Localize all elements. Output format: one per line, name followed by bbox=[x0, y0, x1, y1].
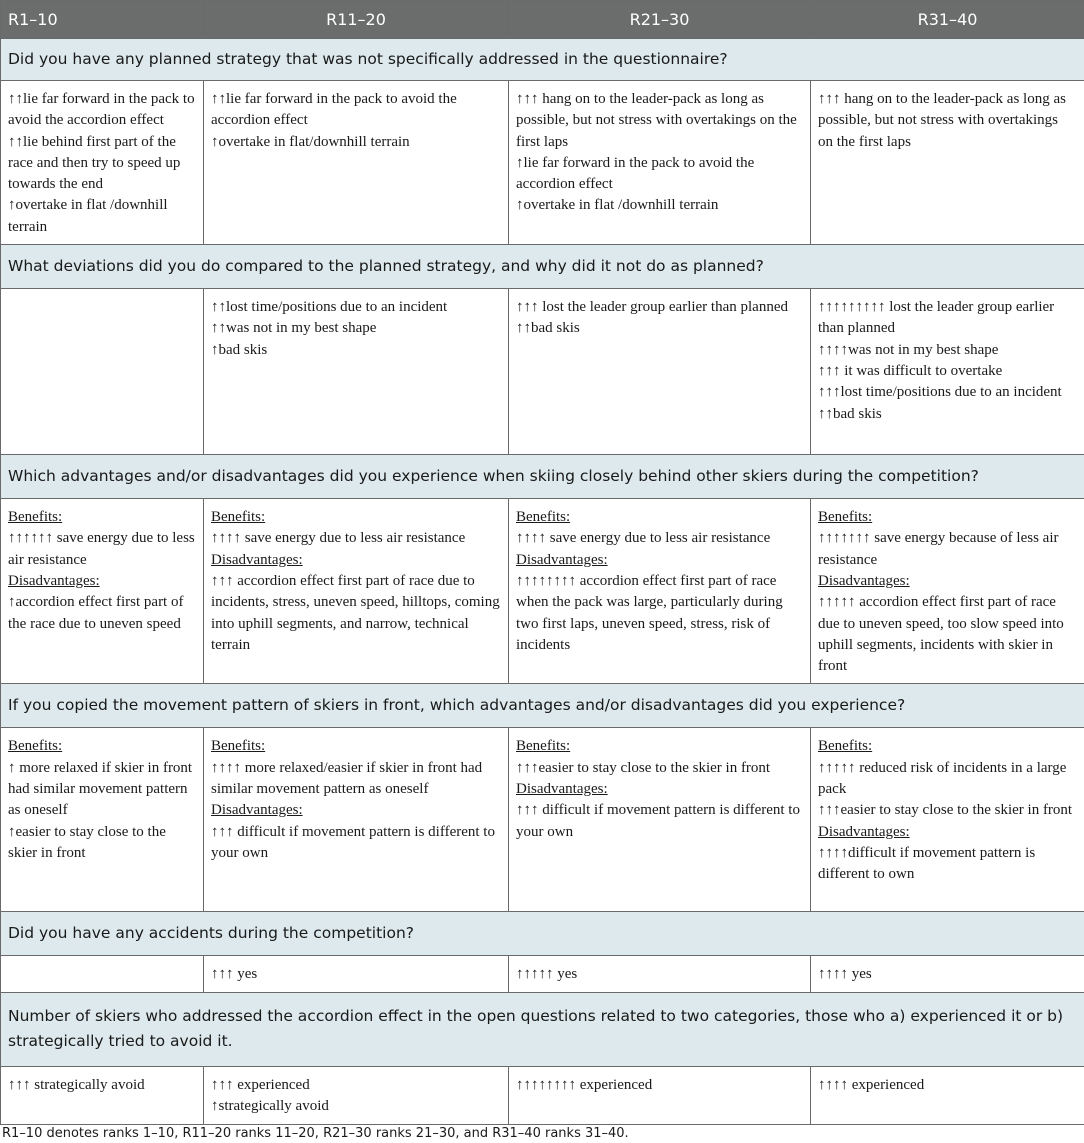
answer-cell bbox=[204, 289, 509, 455]
answer-line: ↑↑↑↑↑ accordion effect first part of race due to uneven speed, too slow speed into uphill segments, incidents with skier in front bbox=[818, 594, 1064, 675]
answer-line: ↑↑↑lost time/positions due to an incident bbox=[818, 384, 1062, 401]
answer-line: ↑↑↑ hang on to the leader-pack as long as possible, but not stress with overtakings on the first laps bbox=[818, 91, 1066, 150]
answer-cell bbox=[509, 1066, 811, 1124]
disadvantages-label: Disadvantages: bbox=[818, 823, 910, 840]
question-row bbox=[1, 912, 1084, 956]
answer-line: ↑↑↑ strategically avoid bbox=[8, 1076, 145, 1093]
answer-cell bbox=[1, 289, 204, 455]
answer-cell bbox=[204, 1066, 509, 1124]
answer-cell bbox=[509, 499, 811, 684]
table-footnote: R1–10 denotes ranks 1–10, R11–20 ranks 11–20, R21–30 ranks 21–30, and R31–40 ranks 31–40. bbox=[2, 1126, 629, 1141]
benefits-label: Benefits: bbox=[211, 738, 266, 755]
answer-line: ↑↑↑ accordion effect first part of race due to incidents, stress, uneven speed, hilltops, coming into uphill segments, and narrow, technical terrain bbox=[211, 572, 500, 653]
table-body bbox=[1, 39, 1084, 1125]
answer-cell bbox=[1, 728, 204, 912]
question-accidents: Did you have any accidents during the competition? bbox=[1, 912, 1084, 956]
answer-cell bbox=[1, 956, 204, 992]
answer-line: ↑↑↑↑ save energy due to less air resistance bbox=[211, 530, 466, 547]
answer-line: ↑↑↑ yes bbox=[211, 966, 258, 983]
answer-line: ↑↑↑↑ more relaxed/easier if skier in front had similar movement pattern as oneself bbox=[211, 759, 483, 798]
answer-line: ↑↑↑easier to stay close to the skier in front bbox=[516, 759, 771, 776]
question-planned-strategy: Did you have any planned strategy that was not specifically addressed in the questionnaire? bbox=[1, 39, 1084, 81]
answer-cell bbox=[1, 81, 204, 245]
answer-cell bbox=[811, 289, 1084, 455]
answer-cell bbox=[811, 81, 1084, 245]
answer-line: ↑↑was not in my best shape bbox=[211, 320, 377, 337]
answer-cell bbox=[509, 81, 811, 245]
question-deviations: What deviations did you do compared to the planned strategy, and why did it not do as planned? bbox=[1, 245, 1084, 289]
benefits-label: Benefits: bbox=[818, 509, 873, 526]
disadvantages-label: Disadvantages: bbox=[516, 781, 608, 798]
answer-line: ↑↑↑↑↑↑ save energy due to less air resistance bbox=[8, 530, 195, 568]
answer-line: ↑overtake in flat /downhill terrain bbox=[516, 197, 719, 214]
question-skiing-behind: Which advantages and/or disadvantages did you experience when skiing closely behind other skiers during the competition? bbox=[1, 455, 1084, 499]
answer-line: ↑↑↑↑↑ reduced risk of incidents in a large pack bbox=[818, 759, 1067, 798]
answer-cell bbox=[509, 728, 811, 912]
answer-cell bbox=[204, 956, 509, 992]
answer-cell bbox=[811, 956, 1084, 992]
answer-cell bbox=[509, 956, 811, 992]
answer-row bbox=[1, 499, 1084, 684]
answer-line: ↑accordion effect first part of the race due to uneven speed bbox=[8, 594, 184, 632]
answer-line: ↑overtake in flat /downhill terrain bbox=[8, 197, 168, 235]
answer-line: ↑↑bad skis bbox=[516, 320, 580, 337]
answer-line: ↑↑↑↑difficult if movement pattern is different to own bbox=[818, 844, 1036, 883]
answer-line: ↑lie far forward in the pack to avoid the accordion effect bbox=[516, 154, 755, 193]
answer-line: ↑↑↑easier to stay close to the skier in front bbox=[818, 802, 1073, 819]
answer-line: ↑↑↑↑ save energy due to less air resistance bbox=[516, 530, 771, 547]
answer-line: ↑↑lie far forward in the pack to avoid the accordion effect bbox=[8, 91, 195, 129]
answer-cell bbox=[1, 1066, 204, 1124]
answer-line: ↑↑↑ difficult if movement pattern is different to your own bbox=[211, 823, 495, 861]
header-r31-40: R31–40 bbox=[811, 1, 1084, 39]
question-row bbox=[1, 455, 1084, 499]
answer-line: ↑overtake in flat/downhill terrain bbox=[211, 133, 410, 150]
answer-line: ↑↑↑ lost the leader group earlier than planned bbox=[516, 299, 788, 316]
disadvantages-label: Disadvantages: bbox=[211, 551, 303, 568]
answer-line: ↑↑lost time/positions due to an incident bbox=[211, 299, 448, 316]
answer-line: ↑↑↑ it was difficult to overtake bbox=[818, 362, 1003, 379]
answer-line: ↑↑↑↑↑↑↑ save energy because of less air resistance bbox=[818, 530, 1059, 568]
header-r1-10: R1–10 bbox=[1, 1, 204, 39]
answer-line: ↑↑↑↑was not in my best shape bbox=[818, 341, 999, 358]
question-row bbox=[1, 992, 1084, 1066]
answer-line: ↑ more relaxed if skier in front had similar movement pattern as oneself bbox=[8, 759, 193, 819]
disadvantages-label: Disadvantages: bbox=[818, 572, 910, 589]
benefits-label: Benefits: bbox=[8, 738, 63, 755]
benefits-label: Benefits: bbox=[516, 509, 571, 526]
answer-cell bbox=[204, 728, 509, 912]
answer-line: ↑bad skis bbox=[211, 341, 268, 358]
benefits-label: Benefits: bbox=[818, 738, 873, 755]
answer-row bbox=[1, 956, 1084, 992]
answer-line: ↑↑↑↑↑↑↑↑ experienced bbox=[516, 1076, 653, 1093]
answer-cell bbox=[811, 499, 1084, 684]
answer-line: ↑↑bad skis bbox=[818, 405, 882, 422]
answer-row bbox=[1, 289, 1084, 455]
question-movement-pattern: If you copied the movement pattern of skiers in front, which advantages and/or disadvantages did you experience? bbox=[1, 684, 1084, 728]
question-accordion-count: Number of skiers who addressed the accordion effect in the open questions related to two categories, those who a) experienced it or b) strategically tried to avoid it. bbox=[1, 992, 1084, 1066]
header-row bbox=[1, 1, 1084, 39]
answer-row bbox=[1, 81, 1084, 245]
question-row bbox=[1, 245, 1084, 289]
answer-line: ↑↑↑↑↑↑↑↑ accordion effect first part of race when the pack was large, particularly during two first laps, uneven speed, stress, risk of incidents bbox=[516, 572, 783, 653]
answer-line: ↑↑↑↑↑↑↑↑↑ lost the leader group earlier than planned bbox=[818, 299, 1055, 337]
answer-cell bbox=[204, 81, 509, 245]
benefits-label: Benefits: bbox=[211, 509, 266, 526]
answer-cell bbox=[811, 728, 1084, 912]
answer-line: ↑↑lie behind first part of the race and then try to speed up towards the end bbox=[8, 133, 181, 193]
answer-line: ↑↑↑ hang on to the leader-pack as long as possible, but not stress with overtakings on the first laps bbox=[516, 91, 797, 150]
disadvantages-label: Disadvantages: bbox=[516, 551, 608, 568]
answer-line: ↑strategically avoid bbox=[211, 1098, 329, 1115]
question-row bbox=[1, 39, 1084, 81]
answer-cell bbox=[204, 499, 509, 684]
answer-line: ↑↑↑↑ experienced bbox=[818, 1076, 925, 1093]
answer-cell bbox=[1, 499, 204, 684]
answer-line: ↑↑↑ experienced bbox=[211, 1076, 310, 1093]
answer-line: ↑↑↑ difficult if movement pattern is different to your own bbox=[516, 802, 800, 840]
question-row bbox=[1, 684, 1084, 728]
disadvantages-label: Disadvantages: bbox=[8, 572, 100, 589]
answer-cell bbox=[811, 1066, 1084, 1124]
answer-cell bbox=[509, 289, 811, 455]
header-r11-20: R11–20 bbox=[204, 1, 509, 39]
benefits-label: Benefits: bbox=[516, 738, 571, 755]
answer-line: ↑↑↑↑ yes bbox=[818, 966, 872, 983]
benefits-label: Benefits: bbox=[8, 509, 63, 526]
answer-row bbox=[1, 728, 1084, 912]
answer-line: ↑↑lie far forward in the pack to avoid the accordion effect bbox=[211, 91, 457, 129]
header-r21-30: R21–30 bbox=[509, 1, 811, 39]
answer-row bbox=[1, 1066, 1084, 1124]
answer-line: ↑↑↑↑↑ yes bbox=[516, 966, 578, 983]
disadvantages-label: Disadvantages: bbox=[211, 802, 303, 819]
answer-line: ↑easier to stay close to the skier in front bbox=[8, 823, 166, 861]
